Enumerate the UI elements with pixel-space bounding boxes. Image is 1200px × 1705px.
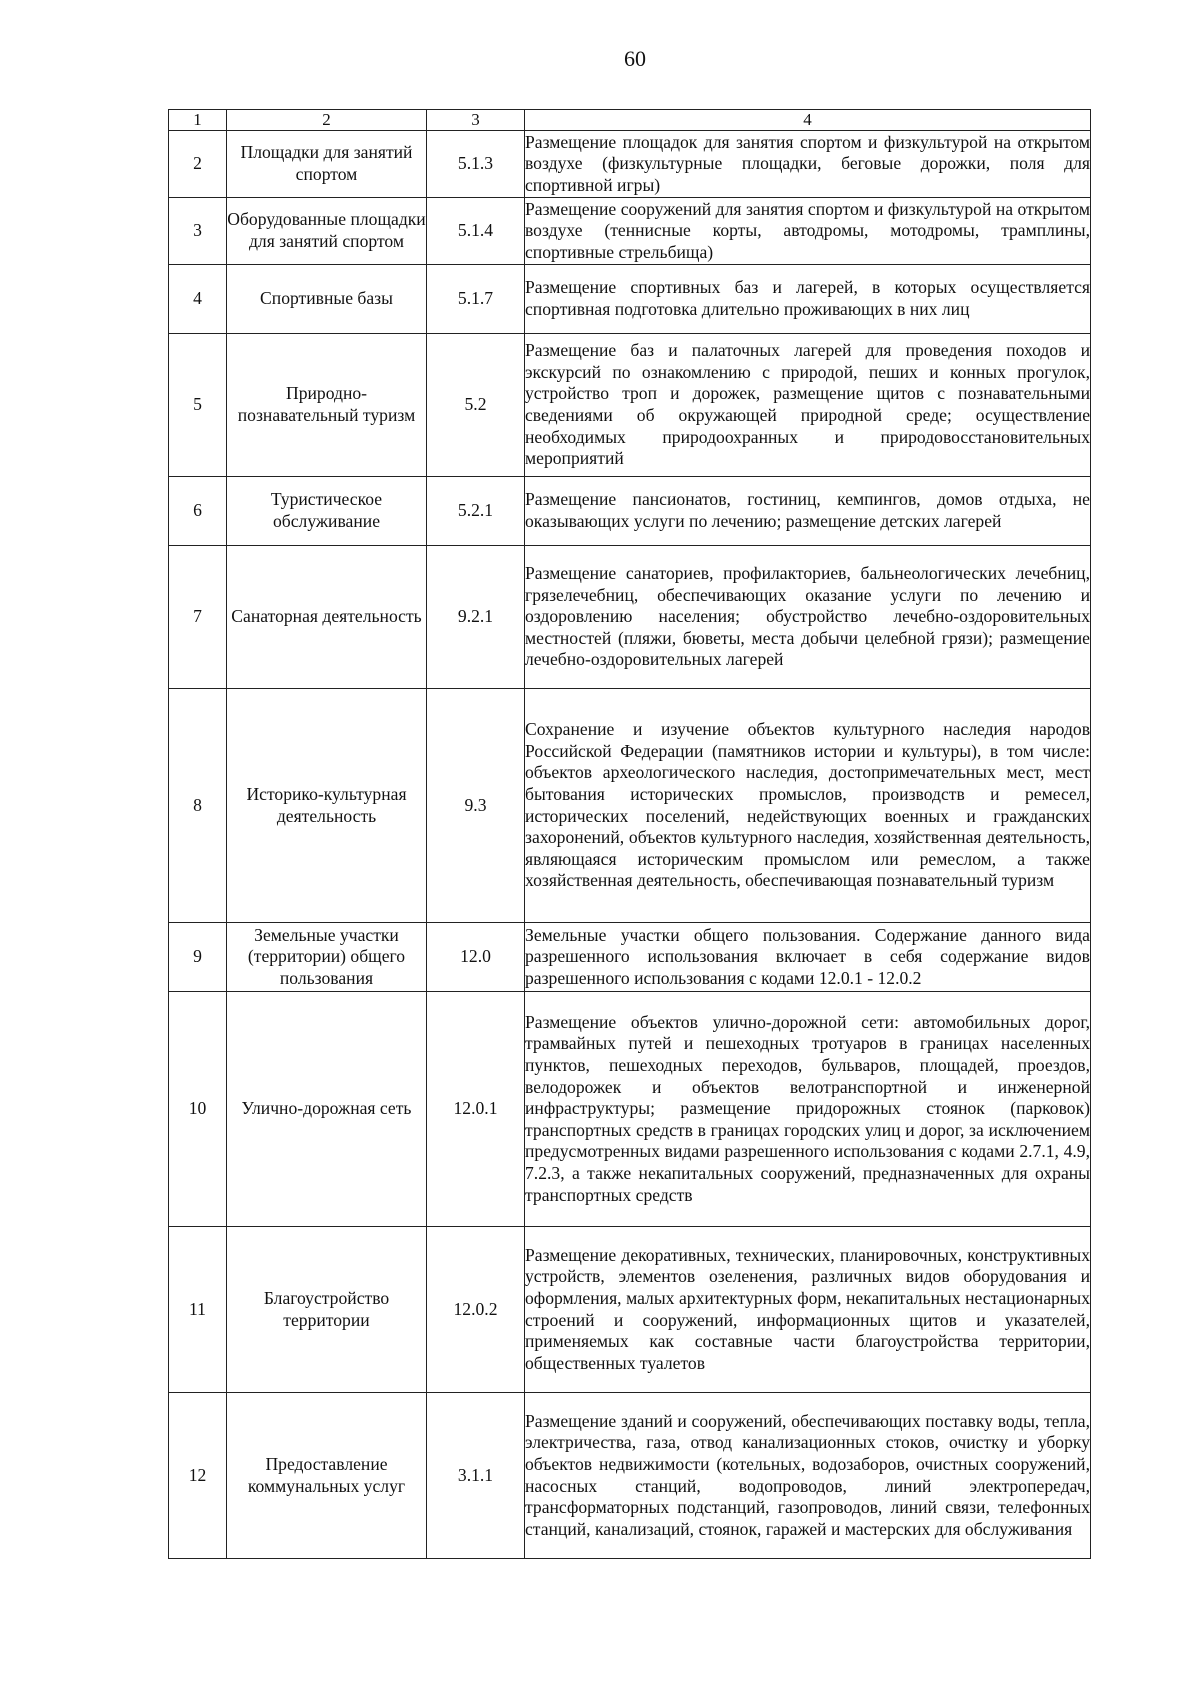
use-type-name: Площадки для занятий спортом: [227, 131, 427, 198]
use-type-description: Размещение площадок для занятия спортом и физкультурой на открытом воздухе (физкультурные площадки, беговые дорожки, поля для спортивной игры): [525, 131, 1091, 198]
use-type-name: Туристическое обслуживание: [227, 477, 427, 546]
table-row: [169, 923, 1091, 992]
row-number: 5: [169, 334, 227, 477]
use-type-name: Предоставление коммунальных услуг: [227, 1393, 427, 1559]
use-type-name: Земельные участки (территории) общего пользования: [227, 923, 427, 992]
use-type-name: Благоустройство территории: [227, 1227, 427, 1393]
use-type-code: 12.0: [427, 923, 525, 992]
use-type-description: Размещение пансионатов, гостиниц, кемпингов, домов отдыха, не оказывающих услуги по лечению; размещение детских лагерей: [525, 477, 1091, 546]
use-type-code: 5.1.3: [427, 131, 525, 198]
header-col-1: 1: [169, 110, 227, 131]
use-type-description: Размещение баз и палаточных лагерей для проведения походов и экскурсий по ознакомлению с природой, пеших и конных прогулок, устройство троп и дорожек, размещение щитов с познавательными сведениями об окружающей природной среде; осуществление необходимых природоохранных и природовосстановительных мероприятий: [525, 334, 1091, 477]
table-row: [169, 546, 1091, 689]
page-number: 60: [624, 46, 646, 71]
table-row: [169, 1227, 1091, 1393]
use-type-name: Историко-культурная деятельность: [227, 689, 427, 923]
use-type-code: 9.3: [427, 689, 525, 923]
use-type-code: 5.1.7: [427, 265, 525, 334]
table-row: [169, 1393, 1091, 1559]
use-type-name: Улично-дорожная сеть: [227, 992, 427, 1227]
header-col-4: 4: [525, 110, 1091, 131]
row-number: 12: [169, 1393, 227, 1559]
table-header-row: [169, 110, 1091, 131]
use-type-code: 5.2: [427, 334, 525, 477]
row-number: 9: [169, 923, 227, 992]
use-type-description: Сохранение и изучение объектов культурного наследия народов Российской Федерации (памятников истории и культуры), в том числе: объектов археологического наследия, достопримечательных мест, мест бытования исторических промыслов, производств и ремесел, исторических поселений, недействующих военных и гражданских захоронений, объектов культурного наследия, хозяйственная деятельность, являющаяся историческим промыслом или ремеслом, а также хозяйственная деятельность, обеспечивающая познавательный туризм: [525, 689, 1091, 923]
use-type-description: Земельные участки общего пользования. Содержание данного вида разрешенного использования включает в себя содержание видов разрешенного использования с кодами 12.0.1 - 12.0.2: [525, 923, 1091, 992]
row-number: 6: [169, 477, 227, 546]
row-number: 7: [169, 546, 227, 689]
table-row: [169, 477, 1091, 546]
use-type-code: 5.2.1: [427, 477, 525, 546]
row-number: 3: [169, 198, 227, 265]
use-type-description: Размещение спортивных баз и лагерей, в которых осуществляется спортивная подготовка длительно проживающих в них лиц: [525, 265, 1091, 334]
use-type-description: Размещение объектов улично-дорожной сети: автомобильных дорог, трамвайных путей и пешеходных тротуаров в границах населенных пунктов, пешеходных переходов, бульваров, площадей, проездов, велодорожек и объектов велотранспортной и инженерной инфраструктуры; размещение придорожных стоянок (парковок) транспортных средств в границах городских улиц и дорог, за исключением предусмотренных видами разрешенного использования с кодами 2.7.1, 4.9, 7.2.3, а также некапитальных сооружений, предназначенных для охраны транспортных средств: [525, 992, 1091, 1227]
use-type-name: Природно-познавательный туризм: [227, 334, 427, 477]
row-number: 10: [169, 992, 227, 1227]
land-use-table: [168, 109, 1091, 1559]
use-type-code: 12.0.2: [427, 1227, 525, 1393]
use-type-name: Оборудованные площадки для занятий спортом: [227, 198, 427, 265]
use-type-description: Размещение декоративных, технических, планировочных, конструктивных устройств, элементов озеленения, различных видов оборудования и оформления, малых архитектурных форм, некапитальных нестационарных строений и сооружений, информационных щитов и указателей, применяемых как составные части благоустройства территории, общественных туалетов: [525, 1227, 1091, 1393]
use-type-description: Размещение сооружений для занятия спортом и физкультурой на открытом воздухе (теннисные корты, автодромы, мотодромы, трамплины, спортивные стрельбища): [525, 198, 1091, 265]
header-col-2: 2: [227, 110, 427, 131]
table-row: [169, 334, 1091, 477]
use-type-code: 9.2.1: [427, 546, 525, 689]
use-type-code: 3.1.1: [427, 1393, 525, 1559]
use-type-code: 12.0.1: [427, 992, 525, 1227]
table-row: [169, 131, 1091, 198]
row-number: 4: [169, 265, 227, 334]
use-type-code: 5.1.4: [427, 198, 525, 265]
table-row: [169, 198, 1091, 265]
row-number: 11: [169, 1227, 227, 1393]
table-row: [169, 992, 1091, 1227]
table-row: [169, 265, 1091, 334]
use-type-description: Размещение зданий и сооружений, обеспечивающих поставку воды, тепла, электричества, газа, отвод канализационных стоков, очистку и уборку объектов недвижимости (котельных, водозаборов, очистных сооружений, насосных станций, водопроводов, линий электропередач, трансформаторных подстанций, газопроводов, линий связи, телефонных станций, канализаций, стоянок, гаражей и мастерских для обслуживания: [525, 1393, 1091, 1559]
header-col-3: 3: [427, 110, 525, 131]
table-row: [169, 689, 1091, 923]
use-type-name: Спортивные базы: [227, 265, 427, 334]
use-type-description: Размещение санаториев, профилакториев, бальнеологических лечебниц, грязелечебниц, обеспечивающих оказание услуги по лечению и оздоровлению населения; обустройство лечебно-оздоровительных местностей (пляжи, бюветы, места добычи целебной грязи); размещение лечебно-оздоровительных лагерей: [525, 546, 1091, 689]
row-number: 2: [169, 131, 227, 198]
use-type-name: Санаторная деятельность: [227, 546, 427, 689]
row-number: 8: [169, 689, 227, 923]
